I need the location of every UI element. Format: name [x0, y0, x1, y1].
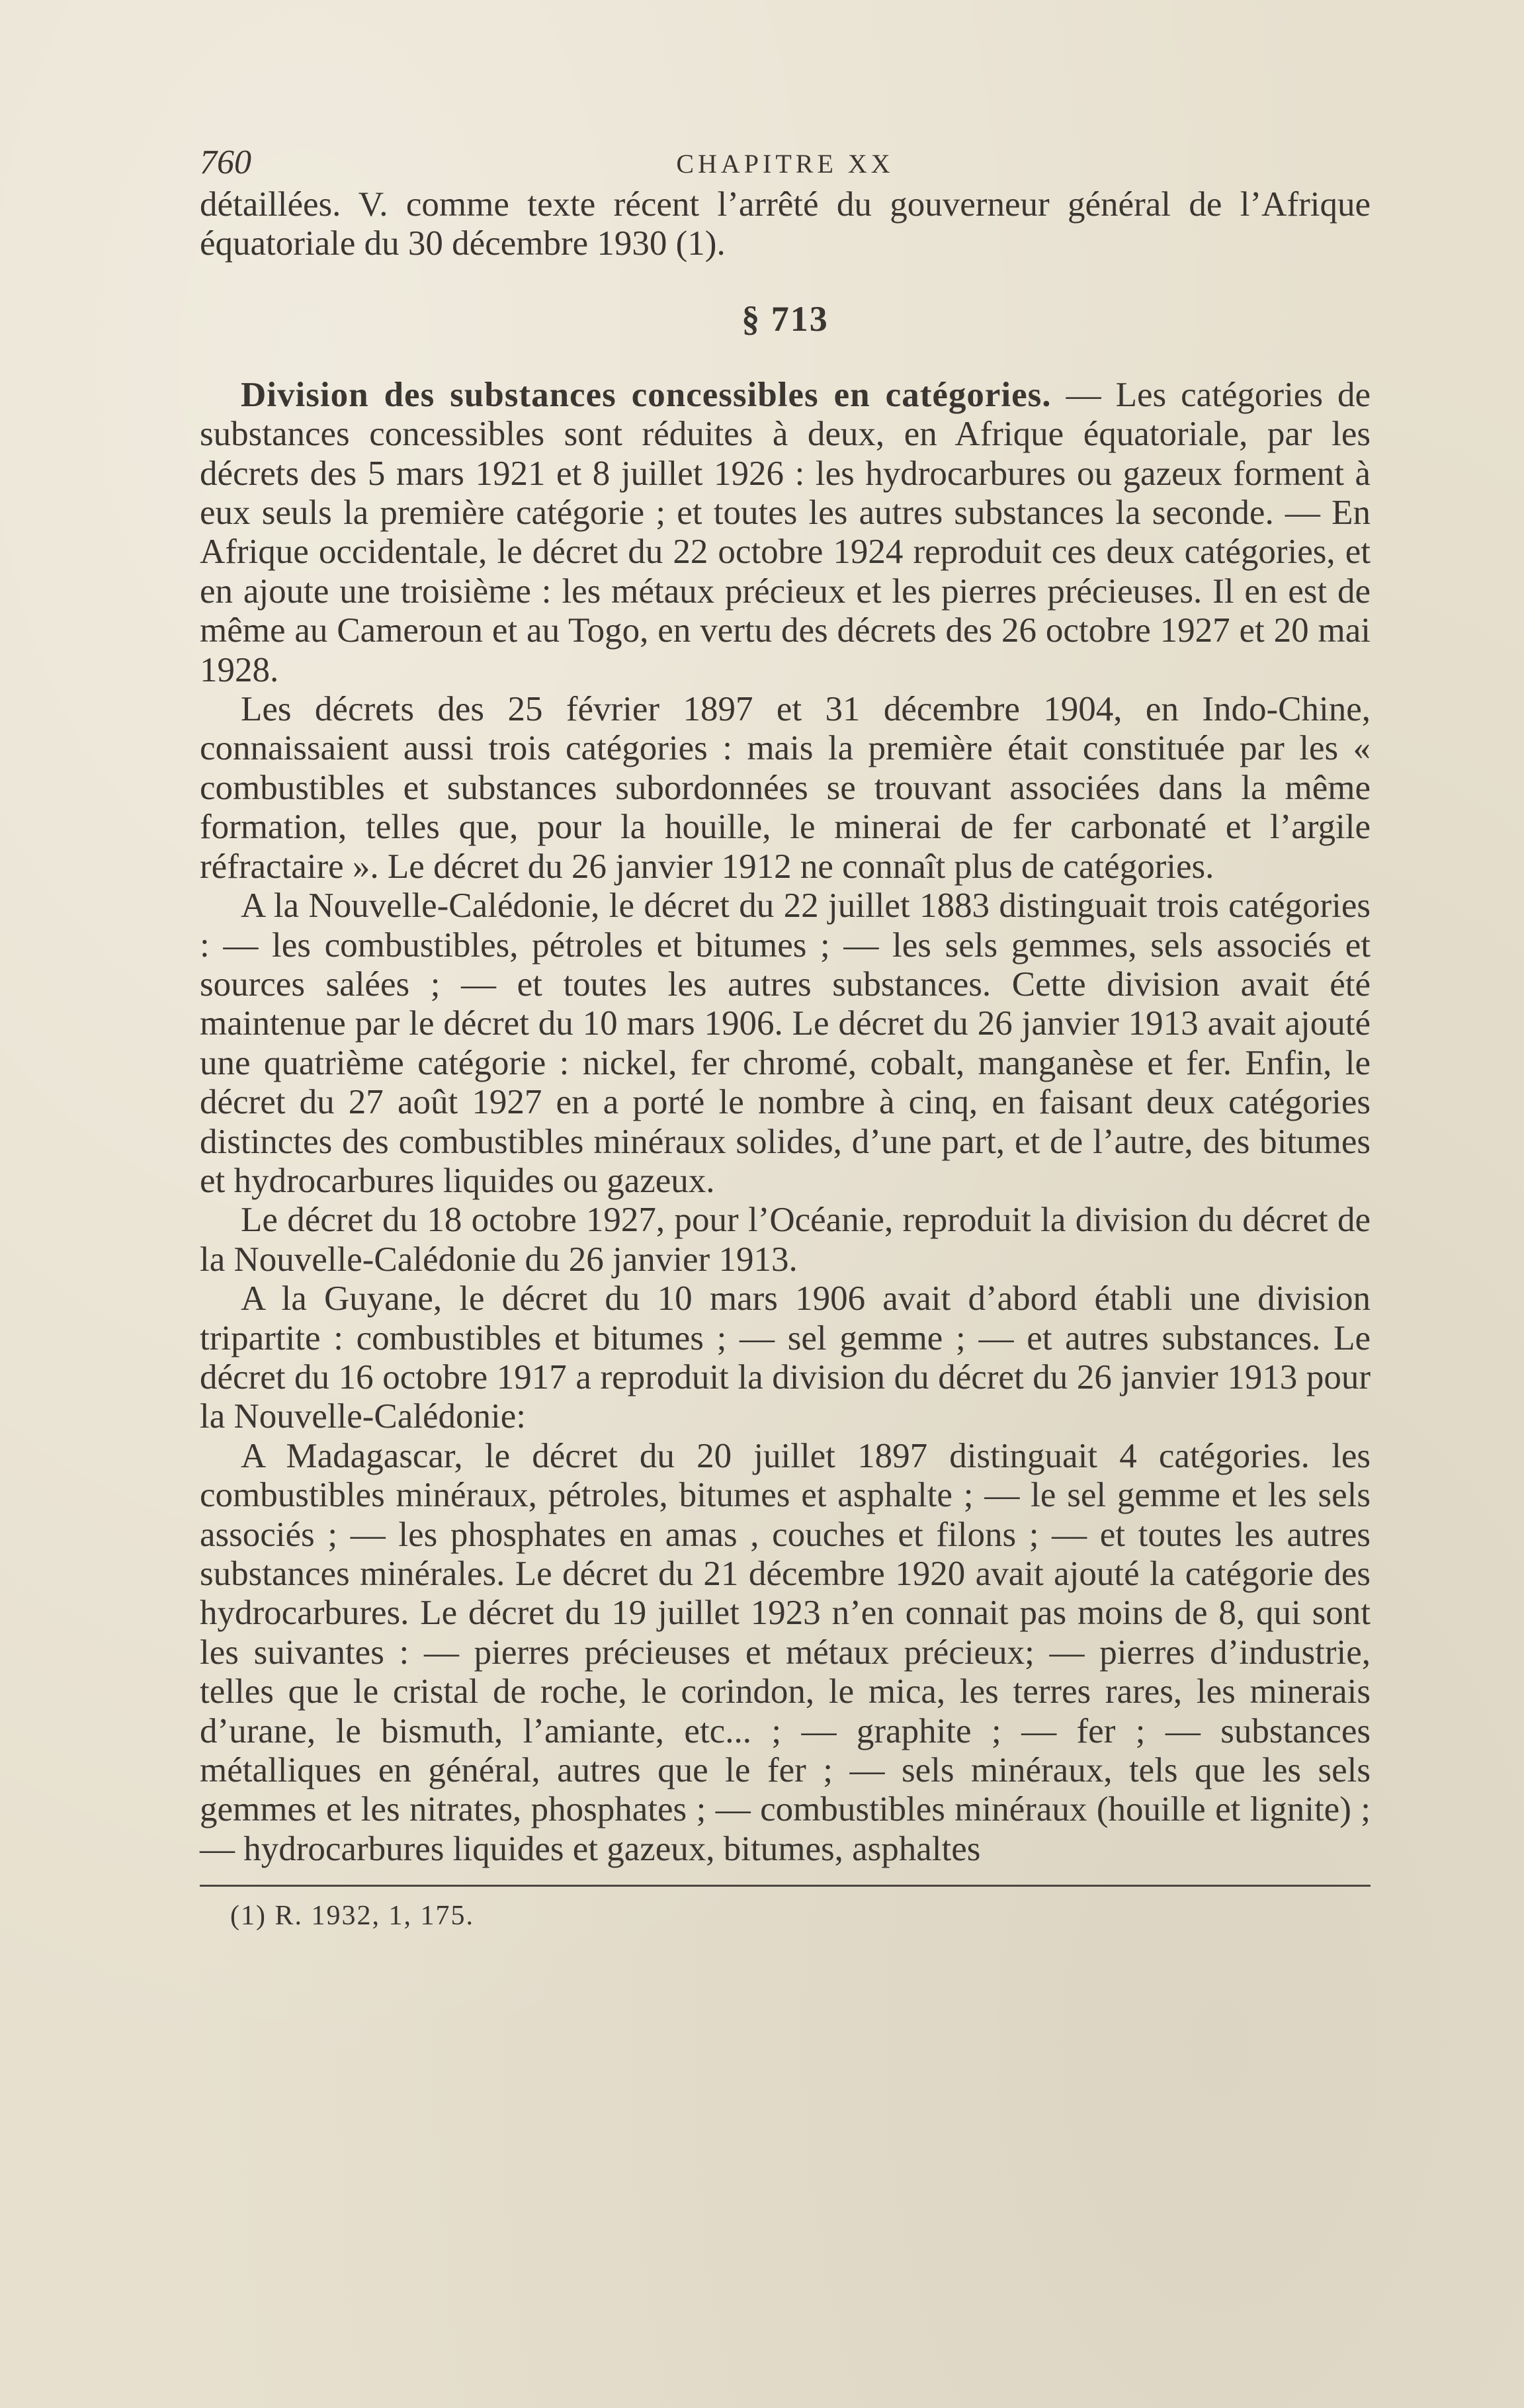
paragraph-oceanie: Le décret du 18 octobre 1927, pour l’Océanie, reproduit la division du décret de la Nouvelle-Calédonie du 26 janvier 1913.: [200, 1201, 1371, 1279]
paragraph-divisions: [200, 376, 1371, 690]
section-number: § 713: [741, 298, 829, 339]
paragraph-indochine: Les décrets des 25 février 1897 et 31 décembre 1904, en Indo-Chine, connaissaient aussi trois catégories : mais la première était constituée par les « combustibles et substances subordonnées se trouvant associées dans la même formation, telles que, pour la houille, le minerai de fer carbonaté et l’argile réfractaire ». Le décret du 26 janvier 1912 ne connaît plus de catégories.: [200, 690, 1371, 886]
book-page: [200, 132, 1371, 1932]
paragraph-text: — Les catégories de substances concessibles sont réduites à deux, en Afrique équatoriale, par les décrets des 5 mars 1921 et 8 juillet 1926 : les hydrocarbures ou gazeux forment à eux seuls la première catégorie ; et toutes les autres substances la seconde. — En Afrique occidentale, le décret du 22 octobre 1924 reproduit ces deux catégories, et en ajoute une troisième : les métaux précieux et les pierres précieuses. Il en est de même au Cameroun et au Togo, en vertu des décrets des 26 octobre 1927 et 20 mai 1928.: [200, 375, 1371, 689]
running-head: [200, 132, 1371, 185]
section-heading: Division des substances concessibles en catégories.: [241, 375, 1052, 414]
intro-paragraph: détaillées. V. comme texte récent l’arrêté du gouverneur général de l’Afrique équatoriale du 30 décembre 1930 (1).: [200, 185, 1371, 263]
paragraph-guyane: A la Guyane, le décret du 10 mars 1906 avait d’abord établi une division tripartite : combustibles et bitumes ; — sel gemme ; — et autres substances. Le décret du 16 octobre 1917 a reproduit la division du décret du 26 janvier 1913 pour la Nouvelle-Calédonie:: [200, 1279, 1371, 1436]
paragraph-madagascar: A Madagascar, le décret du 20 juillet 1897 distinguait 4 catégories. les combustibles minéraux, pétroles, bitumes et asphalte ; — le sel gemme et les sels associés ; — les phosphates en amas , couches et filons ; — et toutes les autres substances minérales. Le décret du 21 décembre 1920 avait ajouté la catégorie des hydrocarbures. Le décret du 19 juillet 1923 n’en connait pas moins de 8, qui sont les suivantes : — pierres précieuses et métaux précieux; — pierres d’industrie, telles que le cristal de roche, le corindon, le mica, les terres rares, les minerais d’urane, le bismuth, l’amiante, etc... ; — graphite ; — fer ; — substances métalliques en général, autres que le fer ; — sels minéraux, tels que les sels gemmes et les nitrates, phosphates ; — combustibles minéraux (houille et lignite) ; — hydrocarbures liquides et gazeux, bitumes, asphaltes: [200, 1436, 1371, 1868]
chapter-title: CHAPITRE XX: [676, 149, 894, 179]
page-number: 760: [200, 144, 251, 181]
footnote: (1) R. 1932, 1, 175.: [230, 1901, 474, 1932]
paragraph-nouvelle-caledonie: A la Nouvelle-Calédonie, le décret du 22 juillet 1883 distinguait trois catégories : — les combustibles, pétroles et bitumes ; — les sels gemmes, sels associés et sources salées ; — et toutes les autres substances. Cette division avait été maintenue par le décret du 10 mars 1906. Le décret du 26 janvier 1913 avait ajouté une quatrième catégorie : nickel, fer chromé, cobalt, manganèse et fer. Enfin, le décret du 27 août 1927 en a porté le nombre à cinq, en faisant deux catégories distinctes des combustibles minéraux solides, d’une part, et de l’autre, des bitumes et hydrocarbures liquides ou gazeux.: [200, 886, 1371, 1200]
footnote-rule: [200, 1885, 1371, 1887]
